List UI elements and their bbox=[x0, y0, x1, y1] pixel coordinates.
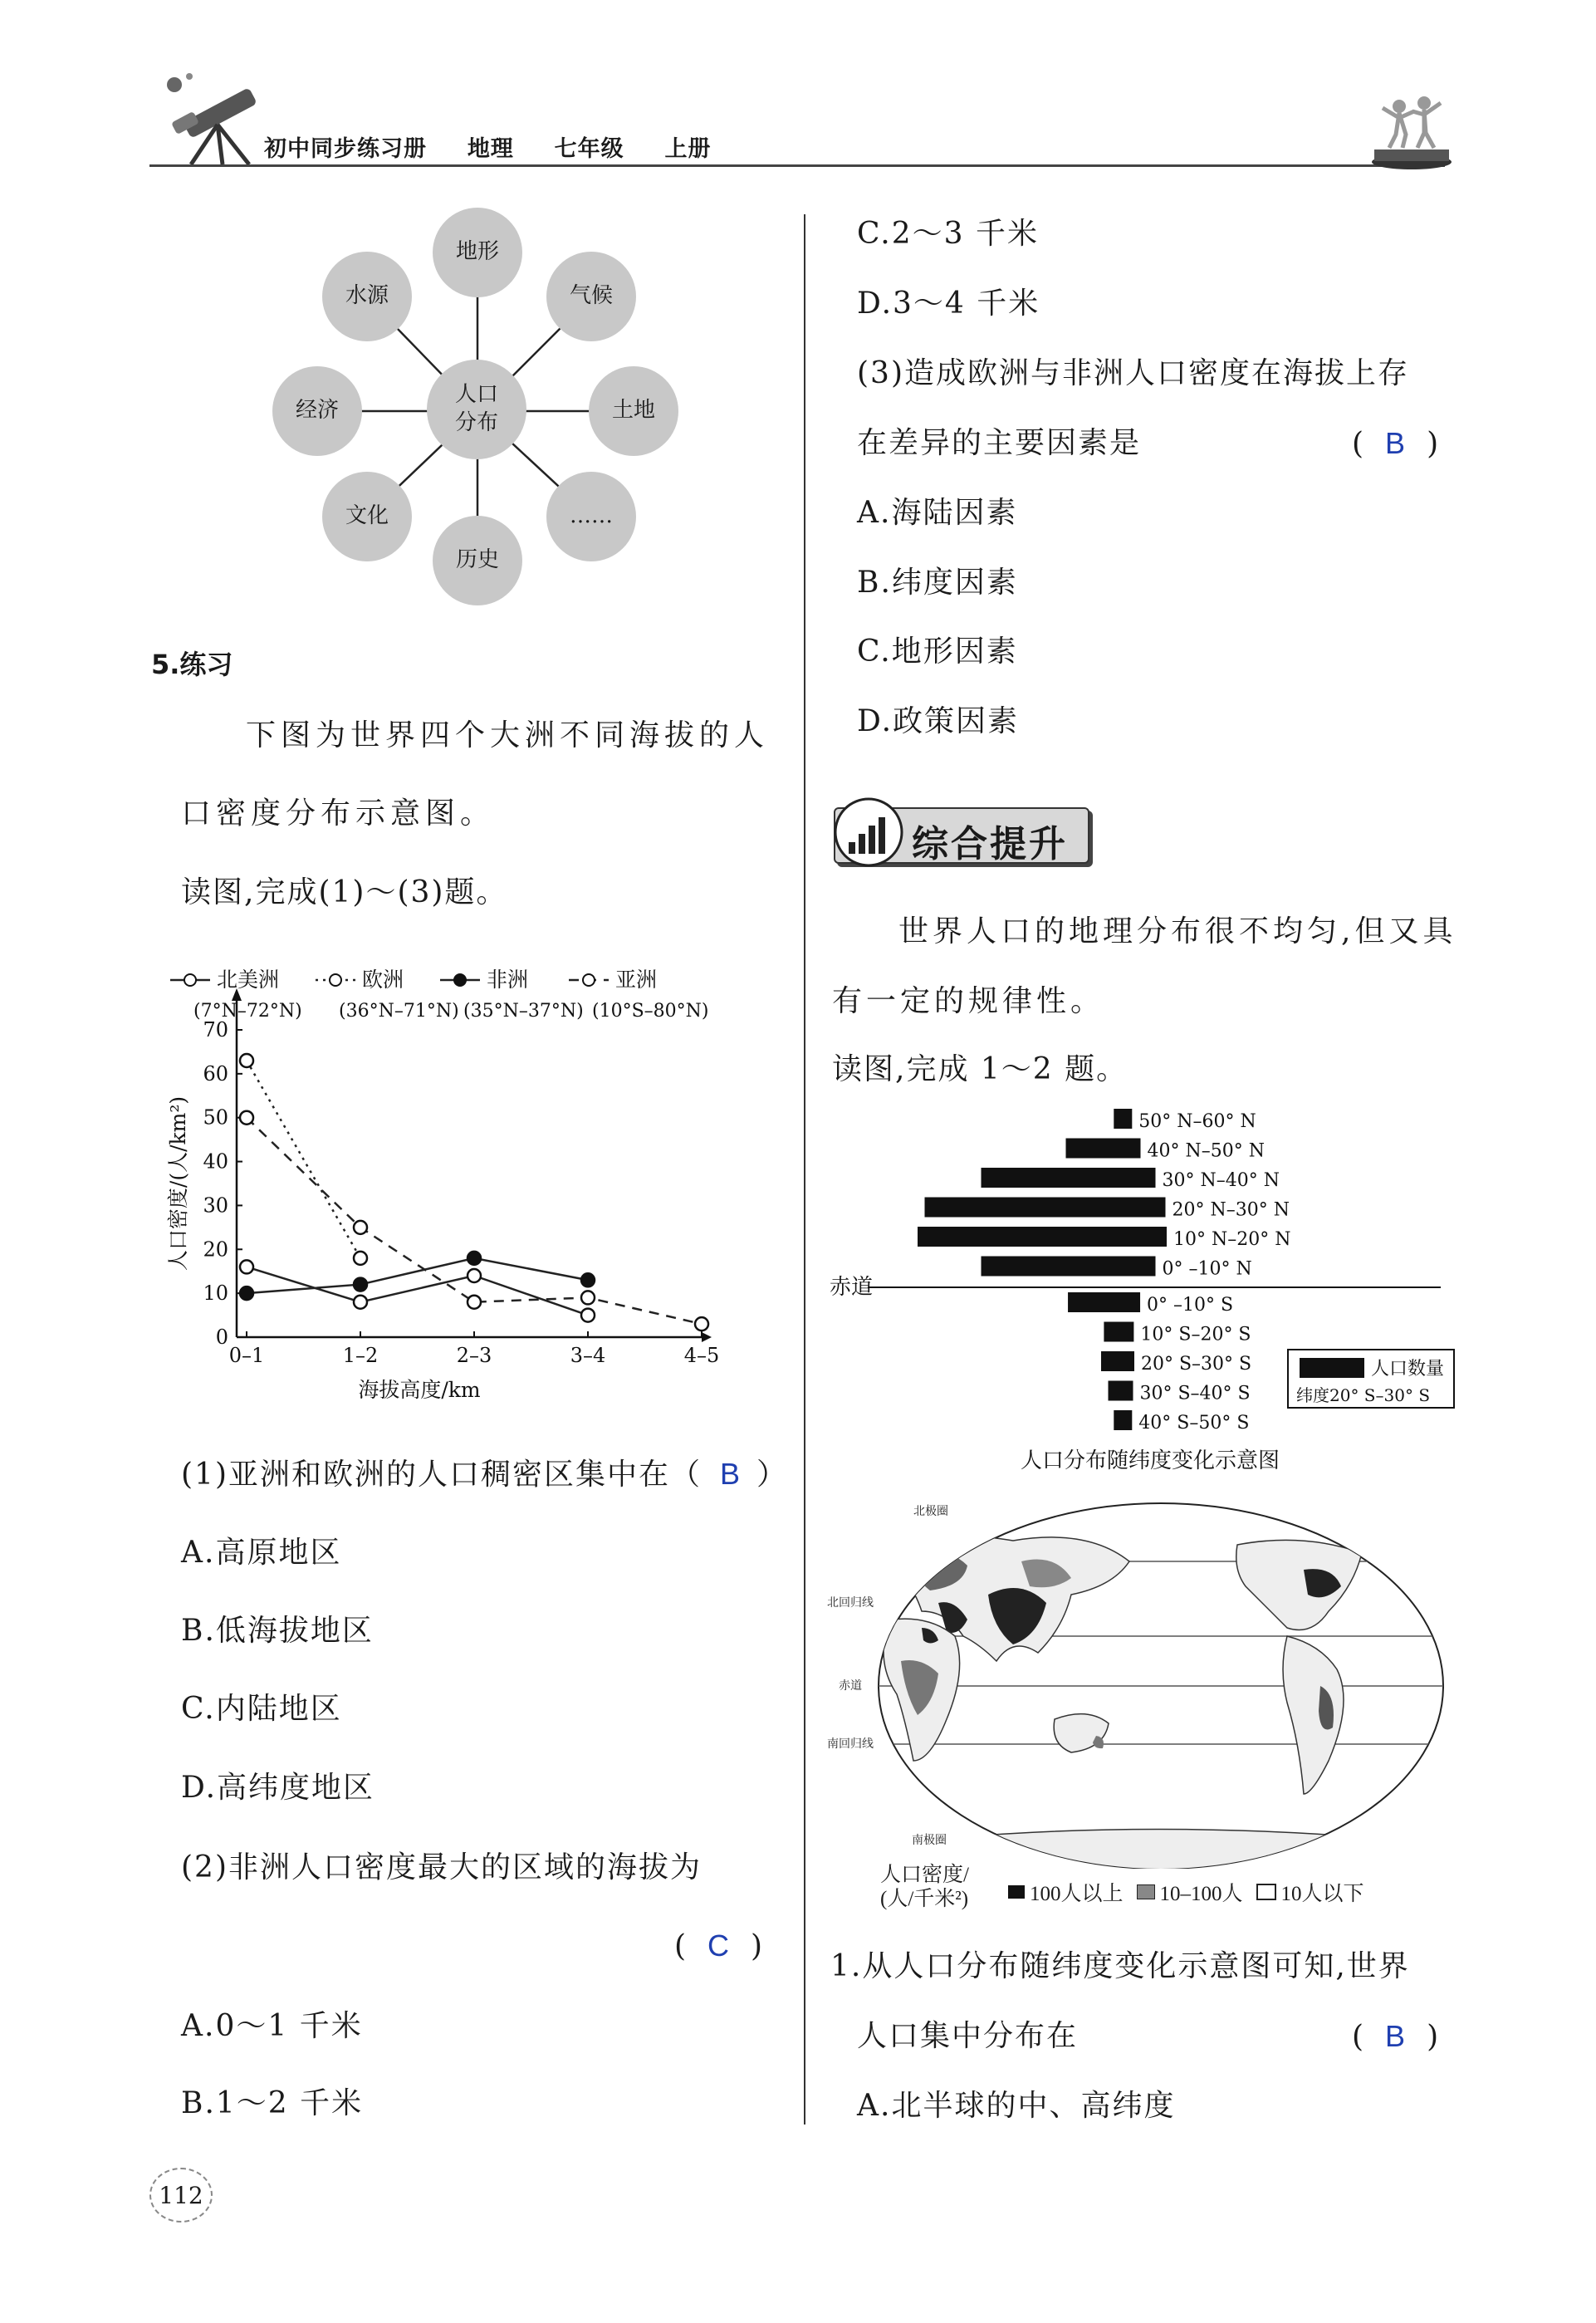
q2-stem: (2)非洲人口密度最大的区域的海拔为 bbox=[181, 1850, 702, 1884]
q1-option-c: C.内陆地区 bbox=[181, 1692, 342, 1726]
legend-name: 欧洲 bbox=[362, 968, 404, 992]
legend-range: (7°N–72°N) bbox=[193, 1001, 302, 1022]
column-divider bbox=[804, 214, 805, 2125]
q1-option-a: A.高原地区 bbox=[181, 1536, 342, 1570]
latitude-bar-plot bbox=[826, 1109, 1474, 1474]
q2-answer: C bbox=[707, 1928, 732, 1963]
q3-option-a: A.海陆因素 bbox=[857, 496, 1018, 530]
legend-range: (36°N–71°N) bbox=[339, 1001, 459, 1022]
telescope-icon bbox=[158, 66, 266, 166]
y-tick-label: 60 bbox=[203, 1061, 228, 1086]
series-line-1 bbox=[247, 1061, 360, 1258]
series-line-0 bbox=[247, 1267, 588, 1315]
intro-line-1: 下图为世界四个大洲不同海拔的人 bbox=[246, 718, 770, 752]
map-caption-unit: (人/千米²) bbox=[880, 1887, 969, 1910]
page-number: 112 bbox=[159, 2181, 203, 2209]
series-line-3 bbox=[247, 1118, 702, 1324]
q3-option-d: D.政策因素 bbox=[857, 704, 1020, 738]
y-tick-label: 10 bbox=[203, 1282, 228, 1306]
legend-name: 亚洲 bbox=[615, 968, 658, 992]
volume: 上册 bbox=[664, 136, 712, 162]
page-number-badge bbox=[149, 2168, 213, 2223]
equator-label: 赤道 bbox=[830, 1275, 874, 1300]
latitude-bar bbox=[982, 1168, 1156, 1188]
antarctic-circle-label: 南极圈 bbox=[912, 1834, 947, 1847]
latitude-bar bbox=[1114, 1109, 1132, 1129]
mindmap-node-history: 历史 bbox=[433, 516, 522, 605]
q3-option-b: B.纬度因素 bbox=[857, 566, 1018, 600]
data-point bbox=[354, 1221, 367, 1234]
bar-legend-label: 人口数量 bbox=[1371, 1359, 1445, 1380]
data-point bbox=[240, 1286, 253, 1300]
q2-option-a: A.0～1 千米 bbox=[181, 2009, 363, 2043]
grade: 七年级 bbox=[554, 136, 624, 162]
q1-option-b: B.低海拔地区 bbox=[181, 1614, 374, 1648]
latitude-bar bbox=[1104, 1322, 1133, 1342]
arctic-circle-label: 北极圈 bbox=[913, 1505, 948, 1518]
latitude-bar bbox=[1068, 1292, 1140, 1312]
q-r1-stem-line-1: 1.从人口分布随纬度变化示意图可知,世界 bbox=[830, 1949, 1410, 1983]
latitude-label: 40° S–50° S bbox=[1138, 1413, 1250, 1433]
latitude-label: 0° –10° S bbox=[1147, 1295, 1234, 1316]
intro2-line-1: 世界人口的地理分布很不均匀,但又具 bbox=[898, 914, 1457, 948]
q3-answer: B bbox=[1385, 426, 1408, 460]
q3-answer-bracket: ( B ) bbox=[1352, 426, 1441, 461]
q2-option-b: B.1～2 千米 bbox=[181, 2086, 364, 2120]
latitude-label: 30° S–40° S bbox=[1139, 1383, 1251, 1404]
legend-swatch-mid bbox=[1137, 1884, 1155, 1899]
q-r1-answer-bracket: ( B ) bbox=[1352, 2019, 1441, 2054]
y-tick-label: 30 bbox=[203, 1193, 228, 1218]
legend-high: 100人以上 bbox=[1030, 1883, 1124, 1905]
subject: 地理 bbox=[467, 136, 514, 162]
latitude-label: 10° N–20° N bbox=[1173, 1229, 1291, 1250]
q1-stem: (1)亚洲和欧洲的人口稠密区集中在（ B ） bbox=[181, 1457, 789, 1492]
x-axis-arrow bbox=[702, 1332, 712, 1342]
latitude-bar bbox=[925, 1198, 1166, 1218]
tropic-north-label: 北回归线 bbox=[827, 1596, 874, 1610]
latitude-label: 0° –10° N bbox=[1162, 1258, 1252, 1280]
latitude-label: 40° N–50° N bbox=[1147, 1140, 1265, 1162]
latitude-bar bbox=[1114, 1410, 1132, 1430]
data-point bbox=[468, 1269, 481, 1282]
data-point bbox=[240, 1260, 253, 1273]
latitude-bar bbox=[1109, 1381, 1133, 1401]
q1-answer: B bbox=[720, 1457, 742, 1491]
q-r1-option-a: A.北半球的中、高纬度 bbox=[857, 2089, 1176, 2123]
y-tick-label: 70 bbox=[203, 1018, 228, 1041]
latitude-label: 50° N–60° N bbox=[1138, 1111, 1256, 1132]
q2-option-d: D.3～4 千米 bbox=[857, 287, 1040, 321]
q1-option-d: D.高纬度地区 bbox=[181, 1771, 375, 1805]
legend-low: 10人以下 bbox=[1280, 1883, 1364, 1905]
q-r1-answer: B bbox=[1385, 2019, 1408, 2053]
bar-chart-title: 人口分布随纬度变化示意图 bbox=[1020, 1448, 1280, 1473]
legend-swatch-low bbox=[1256, 1884, 1276, 1900]
dancers-icon bbox=[1366, 91, 1457, 170]
q2-answer-bracket: ( C ) bbox=[674, 1928, 765, 1963]
mindmap-node-terrain: 地形 bbox=[433, 208, 522, 297]
q3-stem-line-1: (3)造成欧洲与非洲人口密度在海拔上存 bbox=[857, 356, 1409, 390]
data-point bbox=[240, 1054, 253, 1067]
bar-legend-sublabel: 纬度20° S–30° S bbox=[1296, 1385, 1431, 1405]
legend-name: 北美洲 bbox=[217, 968, 280, 992]
intro2-line-2: 有一定的规律性。 bbox=[832, 984, 1105, 1018]
legend-mid: 10–100人 bbox=[1159, 1883, 1243, 1905]
latitude-label: 30° N–40° N bbox=[1162, 1170, 1280, 1191]
map-caption-label: 人口密度/ bbox=[880, 1864, 969, 1886]
altitude-density-plot bbox=[158, 963, 789, 1412]
data-point bbox=[581, 1291, 595, 1304]
latitude-label: 10° S–20° S bbox=[1140, 1324, 1251, 1345]
x-tick-label: 2–3 bbox=[456, 1344, 492, 1367]
mindmap-node-land: 土地 bbox=[589, 366, 678, 456]
mindmap-node-etc: …… bbox=[546, 472, 636, 561]
y-tick-label: 40 bbox=[203, 1149, 228, 1174]
latitude-label: 20° N–30° N bbox=[1172, 1199, 1290, 1221]
data-point bbox=[354, 1296, 367, 1309]
x-tick-label: 3–4 bbox=[570, 1344, 606, 1367]
legend-marker bbox=[330, 974, 341, 986]
q3-stem-line-2: 在差异的主要因素是 bbox=[857, 426, 1142, 460]
latitude-bar bbox=[918, 1227, 1167, 1247]
data-point bbox=[581, 1273, 595, 1286]
data-point bbox=[354, 1278, 367, 1291]
world-map bbox=[822, 1495, 1470, 1869]
data-point bbox=[695, 1317, 708, 1331]
x-tick-label: 0–1 bbox=[228, 1344, 265, 1367]
banner-title: 综合提升 bbox=[912, 823, 1068, 865]
latitude-bar bbox=[982, 1257, 1156, 1277]
latitude-bar bbox=[1101, 1351, 1134, 1371]
mindmap-node-water: 水源 bbox=[322, 252, 412, 341]
equator-label: 赤道 bbox=[839, 1679, 862, 1693]
section-title: 5.练习 bbox=[151, 649, 233, 680]
x-tick-label: 1–2 bbox=[342, 1344, 379, 1367]
book-title: 初中同步练习册 bbox=[264, 136, 427, 162]
read-prompt: 读图,完成(1)～(3)题。 bbox=[181, 875, 508, 909]
data-point bbox=[581, 1309, 595, 1322]
legend-swatch-high bbox=[1008, 1885, 1025, 1899]
header-rule bbox=[149, 164, 1445, 167]
q3-option-c: C.地形因素 bbox=[857, 635, 1018, 669]
mindmap-center: 人口 分布 bbox=[427, 360, 526, 459]
bar-legend-swatch bbox=[1300, 1358, 1364, 1378]
legend-range: (35°N–37°N) bbox=[463, 1001, 584, 1022]
legend-range: (10°S–80°N) bbox=[592, 1001, 709, 1022]
y-axis-label: 人口密度/(人/km²) bbox=[166, 1095, 190, 1272]
legend-marker bbox=[583, 974, 595, 986]
x-axis-label: 海拔高度/km bbox=[358, 1378, 481, 1402]
y-tick-label: 20 bbox=[203, 1237, 228, 1262]
q-r1-stem-line-2: 人口集中分布在 bbox=[857, 2019, 1079, 2053]
map-caption bbox=[880, 1864, 969, 1912]
y-tick-label: 50 bbox=[203, 1105, 228, 1130]
legend-name: 非洲 bbox=[487, 968, 529, 992]
data-point bbox=[468, 1252, 481, 1265]
mindmap-node-culture: 文化 bbox=[322, 472, 412, 561]
legend-marker bbox=[454, 974, 466, 986]
mindmap-node-climate: 气候 bbox=[546, 252, 636, 341]
map-legend bbox=[1008, 1877, 1364, 1907]
y-tick-label: 0 bbox=[215, 1326, 228, 1349]
read-prompt-2: 读图,完成 1～2 题。 bbox=[832, 1052, 1128, 1086]
legend-marker bbox=[184, 974, 196, 986]
intro-line-2: 口密度分布示意图。 bbox=[181, 796, 496, 831]
bar-chart-icon bbox=[830, 794, 910, 869]
latitude-label: 20° S–30° S bbox=[1141, 1354, 1252, 1375]
mindmap-node-economy: 经济 bbox=[272, 366, 362, 456]
q2-option-c: C.2～3 千米 bbox=[857, 217, 1039, 251]
x-tick-label: 4–5 bbox=[683, 1344, 720, 1367]
tropic-south-label: 南回归线 bbox=[827, 1737, 874, 1751]
data-point bbox=[354, 1252, 367, 1265]
data-point bbox=[240, 1111, 253, 1125]
latitude-bar bbox=[1066, 1139, 1141, 1159]
data-point bbox=[468, 1296, 481, 1309]
